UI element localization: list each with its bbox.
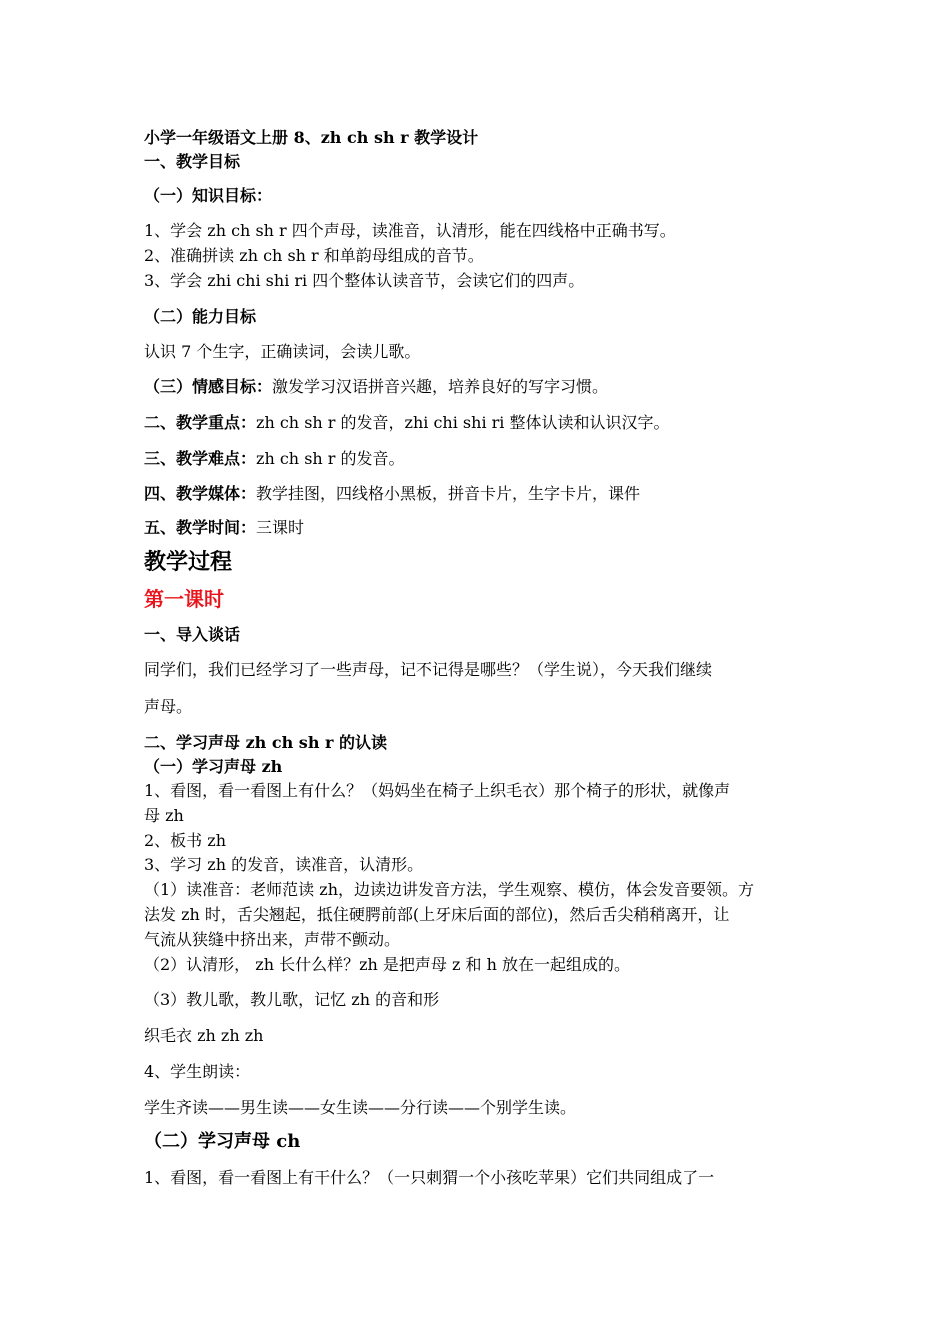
zh-step-3: 3、学习 zh 的发音，读准音，认清形。 xyxy=(144,855,424,874)
zh-step-4-reading-order: 学生齐读——男生读——女生读——分行读——个别学生读。 xyxy=(144,1098,577,1117)
subpart-learn-zh: （一）学习声母 zh xyxy=(144,757,283,776)
teaching-difficulty-line xyxy=(144,449,405,469)
emotion-goals-line xyxy=(144,377,608,397)
teaching-time-text: 三课时 xyxy=(256,518,305,537)
zh-rhyme: 织毛衣 zh zh zh xyxy=(144,1026,264,1045)
knowledge-item-3: 3、学会 zhi chi shi ri 四个整体认读音节，会读它们的四声。 xyxy=(144,271,585,290)
zh-step-3-3: （3）教儿歌，教儿歌，记忆 zh 的音和形 xyxy=(144,990,440,1009)
knowledge-item-2: 2、准确拼读 zh ch sh r 和单韵母组成的音节。 xyxy=(144,246,484,265)
doc-title: 小学一年级语文上册 8、zh ch sh r 教学设计 xyxy=(144,128,479,147)
heading-teaching-process: 教学过程 xyxy=(144,549,233,575)
teaching-media-label: 四、教学媒体： xyxy=(144,484,257,503)
ch-step-1-line-1: 1、看图，看一看图上有干什么？（一只刺猬一个小孩吃苹果）它们共同组成了一 xyxy=(144,1168,715,1187)
zh-step-3-2: （2）认清形， zh 长什么样？zh 是把声母 z 和 h 放在一起组成的。 xyxy=(144,955,630,974)
zh-step-1-line-2: 母 zh xyxy=(144,806,184,825)
zh-step-2: 2、板书 zh xyxy=(144,831,227,850)
teaching-focus-label: 二、教学重点： xyxy=(144,413,257,432)
part-intro-talk: 一、导入谈话 xyxy=(144,625,241,644)
zh-step-3-1-line-1: （1）读准音：老师范读 zh，边读边讲发音方法，学生观察、模仿，体会发音要领。方 xyxy=(144,880,755,899)
knowledge-item-1: 1、学会 zh ch sh r 四个声母，读准音，认清形，能在四线格中正确书写。 xyxy=(144,221,676,240)
intro-paragraph-line-2: 声母。 xyxy=(144,697,193,716)
teaching-time-line xyxy=(144,518,304,538)
heading-lesson-one: 第一课时 xyxy=(144,587,224,611)
teaching-difficulty-label: 三、教学难点： xyxy=(144,449,257,468)
zh-step-1-line-1: 1、看图，看一看图上有什么？（妈妈坐在椅子上织毛衣）那个椅子的形状，就像声 xyxy=(144,781,731,800)
teaching-media-line xyxy=(144,484,640,504)
emotion-goals-label: （三）情感目标： xyxy=(144,377,273,396)
subpart-learn-ch: （二）学习声母 ch xyxy=(144,1131,301,1152)
teaching-time-label: 五、教学时间： xyxy=(144,518,257,537)
subsection-ability-goals: （二）能力目标 xyxy=(144,307,257,326)
subsection-knowledge-goals: （一）知识目标： xyxy=(144,186,273,205)
zh-step-3-1-line-2: 法发 zh 时，舌尖翘起，抵住硬腭前部(上牙床后面的部位)，然后舌尖稍稍离开，让 xyxy=(144,905,730,924)
teaching-focus-text: zh ch sh r 的发音，zhi chi shi ri 整体认读和认识汉字。 xyxy=(256,413,670,432)
intro-paragraph-line-1: 同学们，我们已经学习了一些声母，记不记得是哪些？（学生说），今天我们继续 xyxy=(144,660,713,679)
part-learn-initials: 二、学习声母 zh ch sh r 的认读 xyxy=(144,733,388,752)
teaching-focus-line xyxy=(144,413,670,433)
section-teaching-goals: 一、教学目标 xyxy=(144,152,241,171)
emotion-goals-text: 激发学习汉语拼音兴趣，培养良好的写字习惯。 xyxy=(272,377,609,396)
teaching-difficulty-text: zh ch sh r 的发音。 xyxy=(256,449,405,468)
zh-step-3-1-line-3: 气流从狭缝中挤出来，声带不颤动。 xyxy=(144,930,401,949)
ability-item-1: 认识 7 个生字，正确读词，会读儿歌。 xyxy=(144,342,421,361)
teaching-media-text: 教学挂图，四线格小黑板，拼音卡片，生字卡片，课件 xyxy=(256,484,641,503)
zh-step-4: 4、学生朗读： xyxy=(144,1062,251,1081)
